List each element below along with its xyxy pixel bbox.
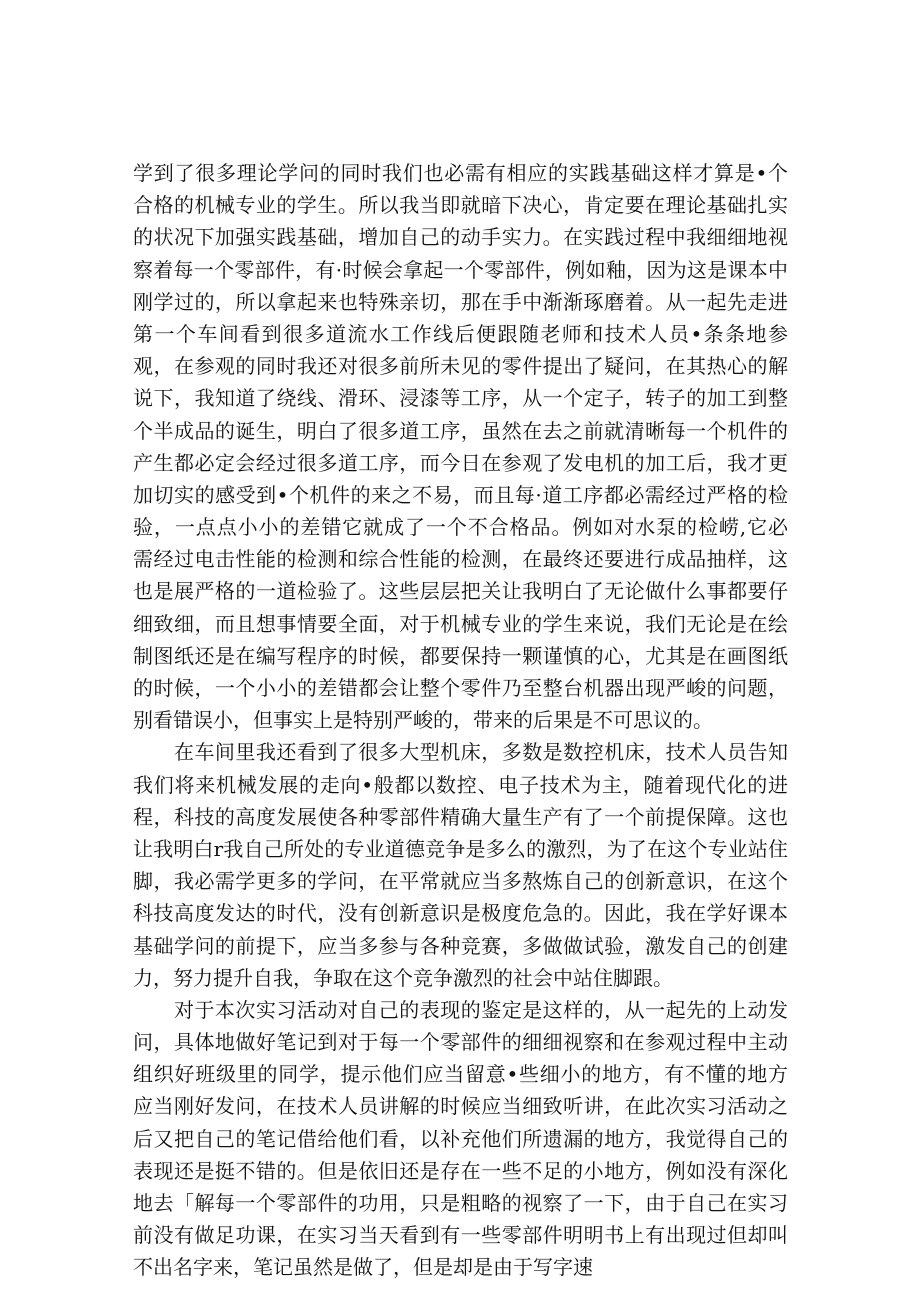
text-line: 组织好班级里的同学，提示他们应当留意•些细小的地方，有不懂的地方 xyxy=(133,1062,788,1087)
text-line: 程，科技的高度发展使各种零部件精确大量生产有了一个前提保障。这也 xyxy=(133,804,788,829)
body-text xyxy=(133,157,788,1284)
text-line: 合格的机械专业的学生。所以我当即就暗下决心，肯定要在理论基础扎实 xyxy=(133,193,788,218)
text-line: 也是展严格的一道检验了。这些层层把关让我明白了无论做什么事都要仔 xyxy=(133,579,788,604)
text-line: 的状况下加强实践基础，增加自己的动手实力。在实践过程中我细细地视 xyxy=(133,225,788,250)
text-line: 我们将来机械发展的走向•般都以数控、电子技术为主，随着现代化的进 xyxy=(133,772,788,797)
text-line: 脚，我必需学更多的学问，在平常就应当多熬炼自己的创新意识，在这个 xyxy=(133,869,788,894)
text-line: 应当刚好发问，在技术人员讲解的时候应当细致听讲，在此次实习活动之 xyxy=(133,1094,788,1119)
text-line: 对于本次实习活动对自己的表现的鉴定是这样的，从一起先的上动发 xyxy=(133,997,788,1022)
text-line: 基础学问的前提下，应当多参与各种竞赛，多做做试验，激发自己的创建 xyxy=(133,933,788,958)
text-line: 第一个车间看到很多道流水工作线后便跟随老师和技术人员•条条地参 xyxy=(133,321,788,346)
text-line: 个半成品的诞生，明白了很多道工序，虽然在去之前就清晰每一个机件的 xyxy=(133,418,788,443)
text-line: 后又把自己的笔记借给他们看，以补充他们所遗漏的地方，我觉得自己的 xyxy=(133,1126,788,1151)
text-line: 前没有做足功课，在实习当天看到有一些零部件明明书上有出现过但却叫 xyxy=(133,1223,788,1248)
text-line: 加切实的感受到•个机件的来之不易，而且每·道工序都必需经过严格的检 xyxy=(133,482,788,507)
text-line: 力，努力提升自我，争取在这个竞争激烈的社会中站住脚跟。 xyxy=(133,965,673,990)
text-line: 细致细，而且想事情要全面，对于机械专业的学生来说，我们无论是在绘 xyxy=(133,611,788,636)
text-line: 学到了很多理论学问的同时我们也必需有相应的实践基础这样才算是•个 xyxy=(133,161,788,185)
text-line: 产生都必定会经过很多道工序，而今日在参观了发电机的加工后，我才更 xyxy=(133,450,788,475)
text-line: 在车间里我还看到了很多大型机床，多数是数控机床，技术人员告知 xyxy=(133,740,788,765)
text-line: 察着每一个零部件，有·时候会拿起一个零部件，例如釉，因为这是课本中 xyxy=(133,257,788,282)
text-line: 说下，我知道了绕线、滑环、浸漆等工序，从一个定子，转子的加工到整 xyxy=(133,386,788,411)
text-line: 验，一点点小小的差错它就成了一个不合格品。例如对水泵的检崂,它必 xyxy=(133,515,788,540)
text-line: 的时候，一个小小的差错都会让整个零件乃至整台机器出现严峻的问题， xyxy=(133,676,788,700)
text-line: 制图纸还是在编写程序的时候，都要保持一颗谨慎的心，尤其是在画图纸 xyxy=(133,643,788,668)
text-line: 地去「解每一个零部件的功用，只是粗略的视察了一下，由于自己在实习 xyxy=(133,1191,788,1215)
text-line: 需经过电击性能的检测和综合性能的检测，在最终还要进行成品抽样，这 xyxy=(133,547,788,572)
text-line: 科技高度发达的时代，没有创新意识是极度危急的。因此，我在学好课本 xyxy=(133,901,788,926)
text-line: 问，具体地做好笔记到对于每一个零部件的细细视察和在参观过程中主动 xyxy=(133,1030,788,1055)
text-line: 让我明白r我自己所处的专业道德竞争是多么的激烈，为了在这个专业站住 xyxy=(133,836,788,861)
text-line: 表现还是挺不错的。但是依旧还是存在一些不足的小地方，例如没有深化 xyxy=(133,1158,788,1183)
text-line: 不出名字来，笔记虽然是做了，但是却是由于写字速 xyxy=(133,1255,593,1280)
text-line: 刚学过的，所以拿起来也特殊亲切，那在手中渐渐琢磨着。从一起先走进 xyxy=(133,289,788,314)
text-line: 观，在参观的同时我还对很多前所未见的零件提出了疑问，在其热心的解 xyxy=(133,354,788,379)
text-line: 别看错误小，但事实上是特别严峻的，带来的后果是不可思议的。 xyxy=(133,708,713,733)
